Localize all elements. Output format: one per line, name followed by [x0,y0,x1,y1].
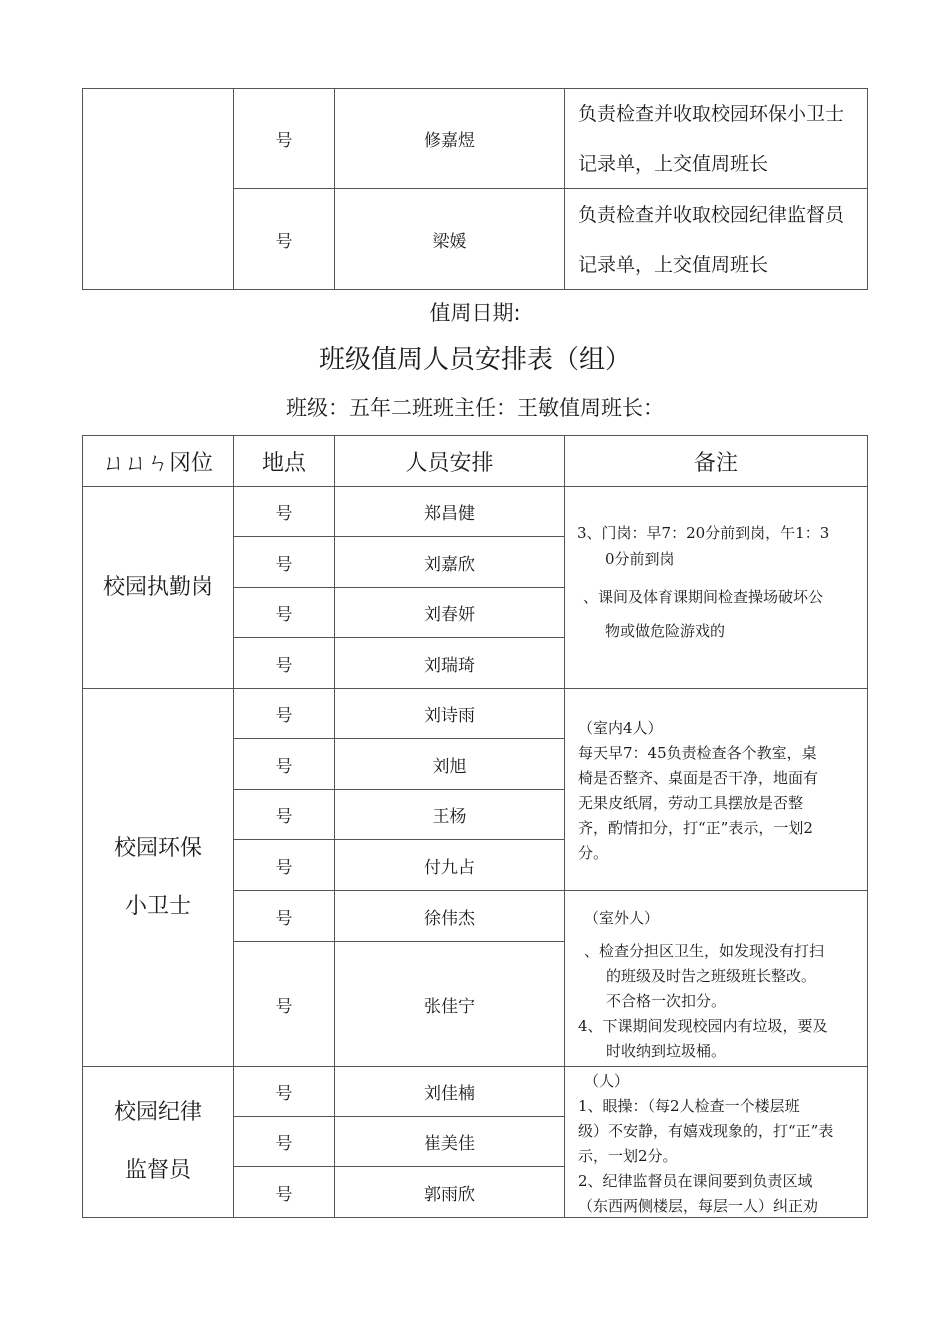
remarks-line: 、检查分担区卫生，如发现没有打扫 [584,942,825,960]
remarks-line: 物或做危险游戏的 [605,622,726,640]
table-cell-name: 崔美佳 [424,1134,475,1154]
duty-line: 负责检查并收取校园环保小卫士 [578,103,845,125]
class-info: 班级：五年二班班主任：王敏值周班长： [286,396,664,420]
remarks-line: （室内4人） [578,719,663,737]
column-header-post-label: ㄩㄩㄣ冈位 [102,450,213,476]
table-cell-number: 号 [275,554,293,575]
remarks-eco-indoor [578,716,864,866]
table-cell-number: 号 [275,131,293,151]
table-cell-number: 号 [275,231,293,252]
page-title: 班级值周人员安排表（组） [318,345,631,375]
table-cell-number: 号 [275,996,293,1017]
table-cell-name: 刘春妍 [424,605,475,625]
column-header-remarks: 备注 [693,450,738,476]
remarks-line: （室外人） [584,909,660,927]
table-cell-name: 郭雨欣 [424,1184,475,1205]
column-header-location: 地点 [261,450,306,476]
remarks-line: 齐，酌情扣分，打“正”表示，一划2 [578,819,813,837]
table-cell-name: 郑昌健 [424,504,475,524]
table-cell-name: 修嘉煜 [424,131,475,151]
remarks-campus-duty [577,520,865,644]
table-cell-name: 刘嘉欣 [424,554,475,575]
remarks-line: 4、下课期间发现校园内有垃圾，要及 [578,1017,828,1035]
duty-description [578,190,863,290]
remarks-line: 1、眼操：（每2人检查一个楼层班 [578,1097,800,1115]
remarks-line: 分。 [578,844,609,862]
duty-line: 负责检查并收取校园纪律监督员 [578,204,845,226]
remarks-discipline [578,1069,866,1219]
post-discipline-line: 校园纪律 [113,1100,202,1125]
table-cell-name: 徐伟杰 [424,908,475,929]
table-cell-name: 刘诗雨 [424,706,475,726]
post-discipline-line: 监督员 [124,1158,191,1183]
post-campus-duty: 校园执勤岗 [102,574,213,600]
table-cell-number: 号 [275,1184,293,1205]
table-cell-number: 号 [275,756,293,777]
table-cell-number: 号 [275,807,293,827]
table-cell-name: 张佳宁 [424,996,475,1017]
duty-date: 值周日期: [429,301,521,325]
table-cell-name: 刘佳楠 [424,1084,475,1104]
table-cell-name: 刘旭 [432,756,467,777]
post-eco-guard [83,689,233,1066]
column-header-post [83,436,233,486]
table-cell-number: 号 [275,908,293,929]
column-header-staff: 人员安排 [405,450,494,476]
table-cell-name: 付九占 [424,857,475,878]
remarks-eco-outdoor [578,906,864,1064]
remarks-line: 示，一划2分。 [578,1147,678,1165]
remarks-line: 0分前到岗 [605,550,675,568]
remarks-line: 2、纪律监督员在课间要到负责区域 [578,1172,813,1190]
remarks-line: 、课间及体育课期间检查操场破坏公 [583,588,824,606]
table-cell-number: 号 [275,1134,293,1154]
remarks-line: 每天早7：45负责检查各个教室，桌 [578,744,817,762]
post-eco-guard-line: 小卫士 [124,893,191,919]
post-eco-guard-line: 校园环保 [113,835,202,861]
table-cell-number: 号 [275,605,293,625]
table-cell-number: 号 [275,706,293,726]
post-discipline-monitor [83,1067,233,1217]
remarks-line: 时收纳到垃圾桶。 [606,1042,727,1060]
table-cell-name: 王杨 [432,807,467,827]
table-cell-number: 号 [275,655,293,676]
remarks-line: 级）不安静，有嬉戏现象的，打“正”表 [578,1122,834,1140]
remarks-line: 3、门岗：早7：20分前到岗，午1：3 [577,524,830,542]
table-cell-number: 号 [275,504,293,524]
remarks-line: 无果皮纸屑，劳动工具摆放是否整 [578,794,804,812]
remarks-line: （人） [584,1072,630,1090]
table-cell-name: 梁媛 [432,231,467,252]
remarks-line: （东西两侧楼层，每层一人）纠正劝 [578,1197,819,1215]
remarks-line: 的班级及时告之班级班长整改。 [606,967,817,985]
table-cell-number: 号 [275,857,293,878]
remarks-line: 椅是否整齐、桌面是否干净，地面有 [578,769,819,787]
table-cell-number: 号 [275,1084,293,1104]
remarks-line: 不合格一次扣分。 [606,992,727,1010]
duty-line: 记录单，上交值周班长 [578,254,769,276]
table-cell-name: 刘瑞琦 [424,655,475,676]
duty-line: 记录单，上交值周班长 [578,153,769,175]
duty-description [578,89,863,189]
